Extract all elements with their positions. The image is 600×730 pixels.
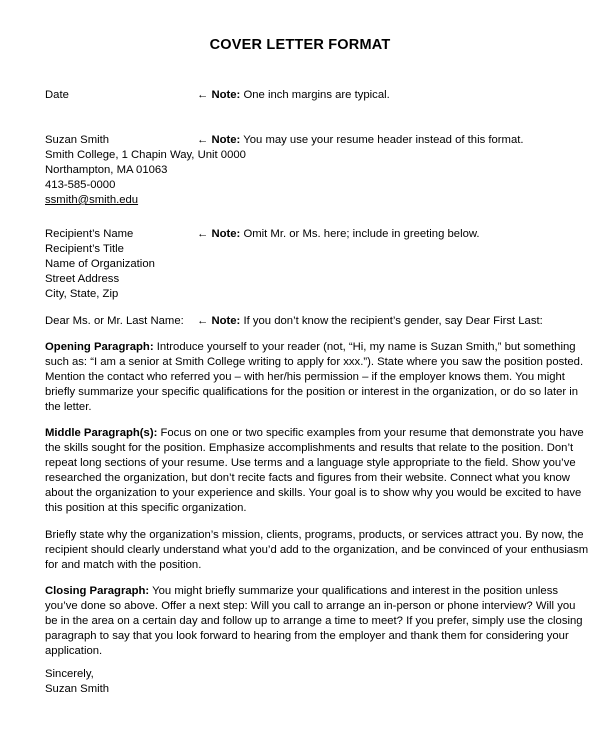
paragraph-line: recipient should clearly understand what you’d add to the organization, and be convinced of your enthusiasm	[45, 544, 589, 557]
closing-label: Closing Paragraph:	[45, 585, 150, 597]
left-arrow-icon: ←	[197, 315, 212, 327]
paragraph-line: paragraph to say that you look forward to hearing from the employer and thank them for considering your	[45, 630, 569, 643]
paragraph-line: repeat long sections of your resume. Use terms and a language style appropriate to the field. Show you’ve	[45, 457, 576, 470]
paragraph-line: Focus on one or two specific examples from your resume that demonstrate you have	[157, 427, 584, 439]
recipient-name: Recipient’s Name	[45, 228, 134, 240]
note-salutation-text: If you don’t know the recipient’s gender, say Dear First Last:	[240, 315, 543, 327]
left-arrow-icon: ←	[197, 89, 212, 101]
closing-paragraph	[45, 584, 583, 659]
sender-address-line2: Northampton, MA 01063	[45, 164, 168, 176]
valediction: Sincerely,	[45, 668, 94, 680]
page-title: COVER LETTER FORMAT	[209, 37, 391, 53]
paragraph-line: Mention the contact who referred you – with her/his permission – if the employer knows them. You might	[45, 371, 565, 384]
recipient-organization: Name of Organization	[45, 258, 155, 270]
sender-name: Suzan Smith	[45, 134, 110, 146]
paragraph-line: be in the area on a certain day and follow up to arrange a time to meet? If you prefer, simply use the closing	[45, 615, 583, 628]
date-label: Date	[45, 89, 69, 101]
left-arrow-icon: ←	[197, 134, 212, 146]
paragraph-line: Introduce yourself to your reader (not, “Hi, my name is Suzan Smith,” but something	[153, 341, 576, 353]
note-label: Note:	[211, 315, 241, 327]
paragraph-line: researched the organization, but don’t recite facts and figures from their website. Connect what you know	[45, 472, 570, 485]
paragraph-line: about the organization to your experience and skills. Your goal is to show why you would be excited to have	[45, 487, 582, 500]
paragraph-line: briefly summarize your specific qualifications for the position or interest in the organization, or do so later in	[45, 386, 579, 399]
middle-paragraph	[45, 426, 584, 517]
paragraph-line: You might briefly summarize your qualifications and interest in the position unless	[149, 585, 558, 597]
signoff	[45, 667, 575, 697]
recipient-title: Recipient’s Title	[45, 243, 124, 255]
note-label: Note:	[211, 134, 241, 146]
note-label: Note:	[211, 228, 241, 240]
left-arrow-icon: ←	[197, 228, 212, 240]
opening-label: Opening Paragraph:	[45, 341, 154, 353]
middle-label: Middle Paragraph(s):	[45, 427, 158, 439]
sender-address-line1: Smith College, 1 Chapin Way, Unit 0000	[45, 149, 246, 161]
note-sender	[197, 133, 524, 148]
note-sender-text: You may use your resume header instead of this format.	[240, 134, 524, 146]
paragraph-line: the letter.	[45, 401, 92, 414]
recipient-city: City, State, Zip	[45, 288, 119, 300]
note-recipient-text: Omit Mr. or Ms. here; include in greeting below.	[240, 228, 480, 240]
note-label: Note:	[211, 89, 241, 101]
paragraph-line: such as: “I am a senior at Smith College writing to apply for xxx.”). State where you saw the position posted.	[45, 356, 584, 369]
note-recipient	[197, 227, 480, 242]
paragraph-line: this position at this specific organization.	[45, 502, 247, 515]
paragraph-line: Briefly state why the organization’s mission, clients, programs, products, or services attract you. By now, the	[45, 529, 584, 541]
sender-email-link[interactable]: ssmith@smith.edu	[45, 194, 139, 206]
recipient-street: Street Address	[45, 273, 120, 285]
briefly-paragraph	[45, 528, 589, 573]
note-date	[197, 88, 390, 103]
salutation: Dear Ms. or Mr. Last Name:	[45, 315, 184, 327]
paragraph-line: for and match with the position.	[45, 559, 202, 572]
paragraph-line: the skills sought for the position. Emphasize accomplishments and results that relate to the position. Don’t	[45, 442, 574, 455]
paragraph-line: application.	[45, 645, 103, 658]
note-salutation	[197, 314, 543, 329]
sender-phone: 413-585-0000	[45, 179, 116, 191]
note-date-text: One inch margins are typical.	[240, 89, 390, 101]
paragraph-line: you’ve done so above. Offer a next step: Will you call to arrange an in-person or phone interview? Will you	[45, 600, 576, 613]
opening-paragraph	[45, 340, 584, 415]
signature-name: Suzan Smith	[45, 683, 110, 696]
